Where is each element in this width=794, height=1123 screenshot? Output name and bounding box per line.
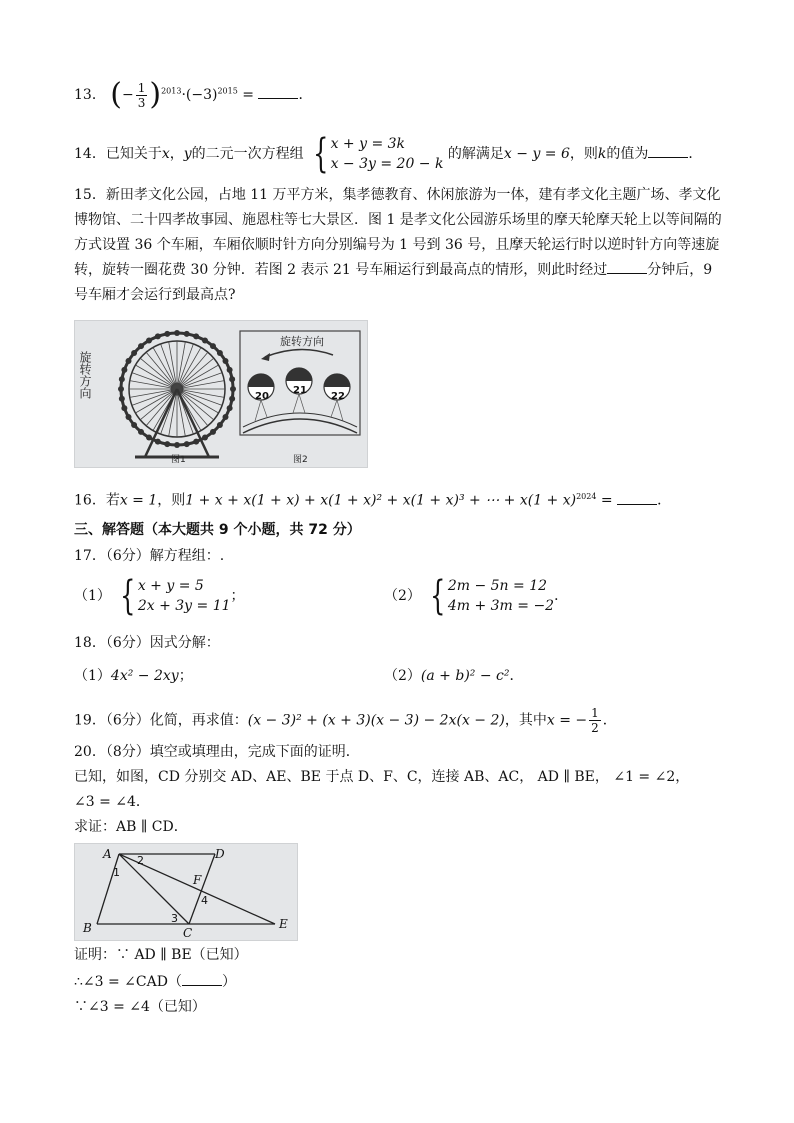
wheel-car (227, 405, 233, 411)
rotation-direction-left: 旋转方向 (78, 351, 92, 399)
section-title: 三、解答题（本大题共 9 个小题，共 72 分） (74, 522, 361, 538)
ferris-wheel-figure (74, 320, 368, 468)
wheel-car (155, 439, 161, 445)
answer-blank[interactable] (258, 84, 298, 99)
question-20-prove: 求证：AB ∥ CD． (74, 819, 188, 835)
wheel-car (193, 439, 199, 445)
label-D: D (215, 847, 225, 861)
question-14: 14．已知关于x，y的二元一次方程组 { x + y = 3k x − 3y = 20 − k 的解满足x − y = 6，则k的值为 ． (74, 131, 703, 177)
car-21-label: 21 (293, 385, 307, 396)
wheel-car (164, 441, 170, 447)
wheel-car (222, 414, 228, 420)
wheel-car (164, 331, 170, 337)
angle-1: 1 (113, 866, 120, 879)
wheel-car (202, 338, 208, 344)
question-15: 15．新田孝文化公园，占地 11 万平方米，集孝德教育、休闲旅游为一体，建有孝文化主题广场、孝文化博物馆、二十四孝故事园、施恩柱等七大景区．图 1 是孝文化公园游乐场里的摩天轮摩天轮上以等间隔的方式设置 36 个车厢，车厢依顺时针方向分别编号为 1 号到 36 号，且摩天轮运行时以逆时针方向等速旋转，旋转一圈花费 30 分钟．若图 2 表示 21 号车厢运行到最高点的情形，则此时经过 分钟后，9 号车厢才会运行到最高点? (74, 187, 722, 303)
question-17-title: 17．（6分）解方程组：. (74, 548, 225, 564)
wheel-car (146, 434, 152, 440)
answer-blank[interactable] (607, 259, 647, 274)
wheel-car (118, 386, 124, 392)
cabin-22 (324, 374, 350, 402)
cabin-20 (248, 374, 274, 402)
geometry-diagram (75, 844, 297, 940)
wheel-car (184, 441, 190, 447)
angle-4: 4 (201, 894, 208, 907)
cabin-21 (286, 368, 312, 396)
wheel-car (184, 331, 190, 337)
angle-2: 2 (137, 854, 144, 867)
equation-system: { x + y = 3k x − 3y = 20 − k (313, 131, 444, 177)
wheel-car (229, 376, 235, 382)
wheel-car (121, 405, 127, 411)
wheel-car (121, 367, 127, 373)
question-17-part2: （2） { 2m − 5n = 12 4m + 3m = −2 ． (384, 573, 569, 619)
question-19: 19．（6分）化简，再求值：(x − 3)² + (x + 3)(x − 3) − 2x(x − 2)，其中x = − $\frac{1}{2}$ ． (74, 706, 617, 735)
wheel-car (217, 350, 223, 356)
wheel-car (119, 396, 125, 402)
reason-blank[interactable] (182, 971, 222, 986)
wheel-car (217, 422, 223, 428)
rotation-direction-top: 旋转方向 (280, 335, 324, 348)
wheel-car (210, 343, 216, 349)
wheel-car (229, 396, 235, 402)
wheel-car (174, 330, 180, 336)
question-20-given: 已知，如图，CD 分别交 AD、AE、BE 于点 D、F、C，连接 AB、AC， AD ∥ BE， ∠1 = ∠2， (74, 769, 690, 785)
wheel-car (230, 386, 236, 392)
question-13: 13． (− $\frac{1}{3}$ )$^{2013}\cdot(-3)^{2015}$ = ． (74, 77, 313, 112)
proof-line-2: ∴∠3 = ∠CAD（ ） (74, 971, 236, 992)
wheel-car (193, 333, 199, 339)
proof-line-1: 证明：∵ AD ∥ BE（已知） (74, 947, 248, 963)
wheel-car (146, 338, 152, 344)
answer-blank[interactable] (648, 143, 688, 158)
proof-line-3: ∵∠3 = ∠4（已知） (74, 999, 206, 1015)
label-B: B (83, 921, 92, 935)
geometry-figure (74, 843, 298, 941)
wheel-car (222, 358, 228, 364)
wheel-car (155, 333, 161, 339)
question-18-title: 18．（6分）因式分解： (74, 635, 220, 651)
label-F: F (193, 873, 202, 887)
question-20-given2: ∠3 = ∠4． (74, 794, 150, 810)
wheel-car (131, 350, 137, 356)
figure-2-label: 图2 (293, 455, 308, 465)
label-C: C (183, 926, 193, 940)
wheel-car (131, 422, 137, 428)
wheel-car (138, 343, 144, 349)
wheel-car (138, 429, 144, 435)
wheel-car (119, 376, 125, 382)
question-18-part1: （1）4x² − 2xy； (74, 668, 193, 684)
ferris-wheel-illustration (75, 321, 367, 467)
question-17-part1: （1） { x + y = 5 2x + 3y = 11 ； (74, 573, 245, 619)
answer-blank[interactable] (617, 490, 657, 505)
wheel-car (210, 429, 216, 435)
question-20-title: 20．（8分）填空或填理由，完成下面的证明． (74, 744, 360, 760)
wheel-car (227, 367, 233, 373)
label-E: E (279, 917, 288, 931)
car-20-label: 20 (255, 391, 269, 402)
wheel-car (126, 358, 132, 364)
wheel-car (126, 414, 132, 420)
angle-3: 3 (171, 912, 178, 925)
figure-1-label: 图1 (171, 455, 186, 465)
wheel-car (202, 434, 208, 440)
question-16: 16．若x = 1，则1 + x + x(1 + x) + x(1 + x)² + x(1 + x)³ + ⋯ + $x(1 + x)^{2024}$ = ． (74, 487, 671, 511)
question-18-part2: （2）(a + b)² − c²． (384, 668, 524, 684)
car-22-label: 22 (331, 391, 345, 402)
wheel-car (174, 442, 180, 448)
label-A: A (103, 847, 112, 861)
